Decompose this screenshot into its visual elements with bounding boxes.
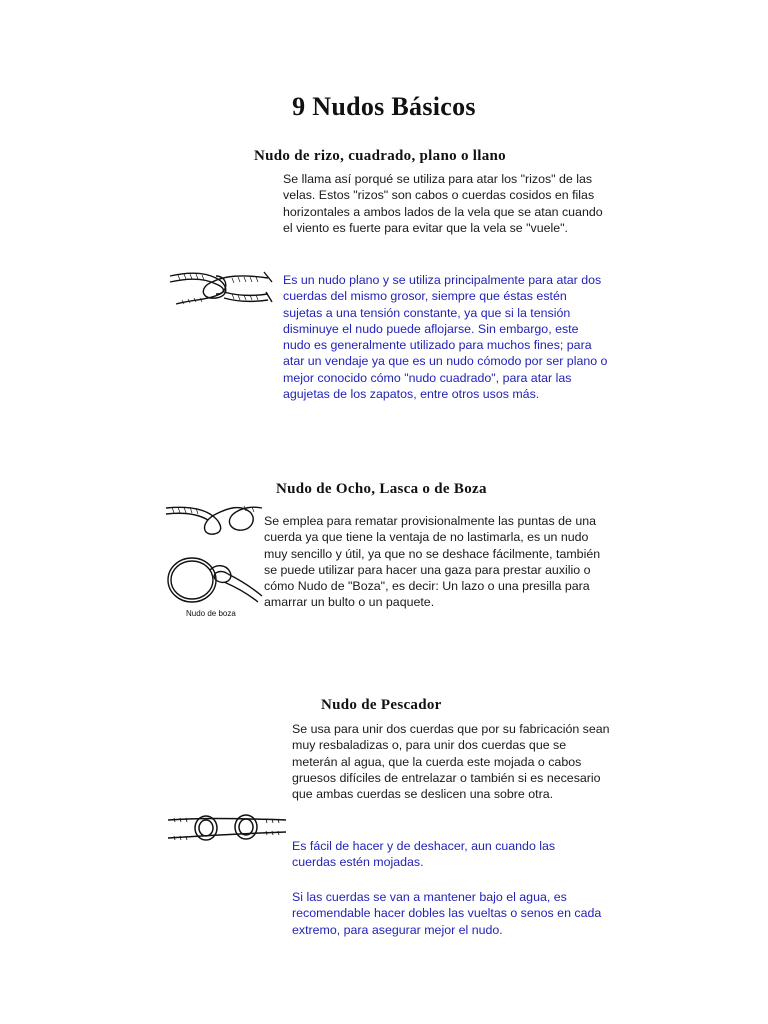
fisherman-knot-icon: [168, 810, 286, 846]
boza-knot-icon: [166, 552, 266, 608]
page-title: 9 Nudos Básicos: [292, 92, 476, 121]
fisherman-paragraph-1: Se usa para unir dos cuerdas que por su fabricación sean muy resbaladizas o, para unir dos cuerdas que se meterán al agua, que la cuerda este mojada o cabos gruesos difíciles de entrelazar o también si es necesario que ambas cuerdas se deslicen una sobre otra.: [292, 722, 610, 802]
boza-knot-caption: Nudo de boza: [186, 609, 236, 618]
square-knot-paragraph-2: Es un nudo plano y se utiliza principalmente para atar dos cuerdas del mismo grosor, siempre que éstas estén sujetas a una tensión constante, ya que si la tensión disminuye el nudo puede aflojarse. Sin embargo, este nudo es generalmente utilizado para muchos fines; para atar un vendaje ya que es un nudo cómodo por ser plano o mejor conocido cómo "nudo cuadrado", para atar las agujetas de los zapatos, entre otros usos más.: [283, 273, 608, 402]
square-knot-icon: [168, 266, 276, 310]
fisherman-paragraph-2: Es fácil de hacer y de deshacer, aun cuando las cuerdas estén mojadas.: [292, 839, 556, 870]
section-heading-fisherman: Nudo de Pescador: [321, 697, 442, 713]
square-knot-paragraph-1: Se llama así porqué se utiliza para atar los "rizos" de las velas. Estos "rizos" son cabos o cuerdas cosidos en filas horizontales a ambos lados de la vela que se atan cuando el viento es fuerte para evitar que la vela se "vuele".: [283, 172, 603, 235]
fisherman-paragraph-3: Si las cuerdas se van a mantener bajo el agua, es recomendable hacer dobles las vueltas o senos en cada extremo, para asegurar mejor el nudo.: [292, 890, 602, 937]
section-heading-figure-eight: Nudo de Ocho, Lasca o de Boza: [276, 481, 487, 497]
figure-eight-knot-icon: [166, 502, 262, 538]
section-heading-square-knot: Nudo de rizo, cuadrado, plano o llano: [254, 148, 506, 164]
figure-eight-paragraph-1: Se emplea para rematar provisionalmente las puntas de una cuerda ya que tiene la ventaja de no lastimarla, es un nudo muy sencillo y útil, ya que no se deshace fácilmente, también se puede utilizar para hacer una gaza para prestar auxilio o cómo Nudo de "Boza", es decir: Un lazo o una presilla para amarrar un bulto o un paquete.: [264, 514, 601, 610]
